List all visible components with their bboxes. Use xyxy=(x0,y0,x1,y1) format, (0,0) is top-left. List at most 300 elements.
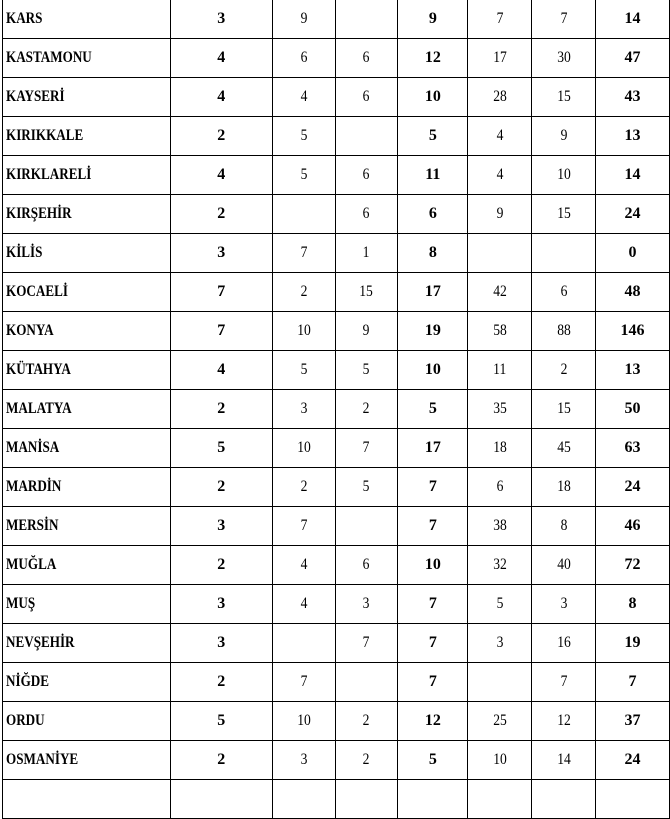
cell-text: 3 xyxy=(217,10,226,27)
province-name-cell xyxy=(3,351,171,390)
value-cell xyxy=(170,312,272,351)
cell-text: KÜTAHYA xyxy=(6,361,71,378)
cell-text: KAYSERİ xyxy=(6,88,65,105)
cell-text: 3 xyxy=(300,751,307,768)
value-cell xyxy=(468,429,532,468)
cell-text: 3 xyxy=(217,517,226,534)
province-name-cell xyxy=(3,390,171,429)
table-row xyxy=(3,585,670,624)
cell-text: 9 xyxy=(363,322,370,339)
value-cell xyxy=(170,156,272,195)
province-name-cell xyxy=(3,273,171,312)
total-cell xyxy=(596,78,670,117)
cell-text: KIRKLARELİ xyxy=(6,166,92,183)
cell-text: 14 xyxy=(624,166,641,183)
value-cell xyxy=(532,585,596,624)
cell-text: 2 xyxy=(217,673,226,690)
province-name-cell xyxy=(3,117,171,156)
cell-text: 17 xyxy=(492,49,507,66)
cell-text: 2 xyxy=(363,712,370,729)
total-cell xyxy=(596,546,670,585)
value-cell xyxy=(532,0,596,39)
province-name-cell xyxy=(3,741,171,780)
value-cell xyxy=(335,624,398,663)
subtotal-cell xyxy=(398,507,468,546)
province-name-cell xyxy=(3,468,171,507)
value-cell xyxy=(170,780,272,819)
cell-text: 3 xyxy=(363,595,370,612)
cell-text: 4 xyxy=(496,166,504,183)
value-cell xyxy=(532,546,596,585)
cell-text: 4 xyxy=(300,88,307,105)
value-cell xyxy=(468,351,532,390)
cell-text: 6 xyxy=(300,49,307,66)
cell-text: 2 xyxy=(217,556,226,573)
table-row xyxy=(3,390,670,429)
cell-text: 12 xyxy=(424,49,441,66)
value-cell xyxy=(170,195,272,234)
cell-text: 11 xyxy=(493,361,507,378)
value-cell xyxy=(272,546,335,585)
total-cell xyxy=(596,741,670,780)
value-cell xyxy=(170,390,272,429)
value-cell xyxy=(468,390,532,429)
cell-text: 7 xyxy=(300,517,307,534)
total-cell xyxy=(596,351,670,390)
cell-text: 3 xyxy=(560,595,568,612)
province-name-cell xyxy=(3,0,171,39)
cell-text: 5 xyxy=(428,751,437,768)
cell-text: 24 xyxy=(624,478,641,495)
cell-text: 8 xyxy=(428,244,437,261)
cell-text: 11 xyxy=(425,166,441,183)
cell-text: 4 xyxy=(300,595,307,612)
value-cell xyxy=(468,702,532,741)
value-cell xyxy=(335,195,398,234)
value-cell xyxy=(468,156,532,195)
value-cell xyxy=(468,273,532,312)
cell-text: 40 xyxy=(556,556,571,573)
cell-text: 7 xyxy=(300,244,307,261)
value-cell xyxy=(335,741,398,780)
cell-text: 2 xyxy=(363,751,370,768)
cell-text: KARS xyxy=(6,10,43,27)
subtotal-cell xyxy=(398,663,468,702)
cell-text: MERSİN xyxy=(6,517,59,534)
subtotal-cell xyxy=(398,429,468,468)
cell-text: 6 xyxy=(428,205,437,222)
value-cell xyxy=(272,468,335,507)
cell-text: 4 xyxy=(496,127,504,144)
cell-text: 2 xyxy=(300,283,307,300)
cell-text: 3 xyxy=(217,634,226,651)
value-cell xyxy=(532,195,596,234)
table-row xyxy=(3,0,670,39)
value-cell xyxy=(335,351,398,390)
value-cell xyxy=(272,312,335,351)
cell-text: 6 xyxy=(363,88,370,105)
value-cell xyxy=(335,234,398,273)
cell-text: KASTAMONU xyxy=(6,49,92,66)
value-cell xyxy=(170,0,272,39)
cell-text: 7 xyxy=(428,517,437,534)
value-cell xyxy=(468,468,532,507)
cell-text: 5 xyxy=(363,478,370,495)
cell-text: 9 xyxy=(300,10,307,27)
value-cell xyxy=(272,0,335,39)
subtotal-cell xyxy=(398,39,468,78)
subtotal-cell xyxy=(398,546,468,585)
total-cell xyxy=(596,156,670,195)
cell-text: 10 xyxy=(492,751,507,768)
value-cell xyxy=(468,546,532,585)
table-row xyxy=(3,507,670,546)
cell-text: 4 xyxy=(217,49,226,66)
cell-text: 2 xyxy=(217,751,226,768)
table-row xyxy=(3,156,670,195)
value-cell xyxy=(335,390,398,429)
table-row xyxy=(3,312,670,351)
value-cell xyxy=(170,117,272,156)
cell-text: 15 xyxy=(556,88,571,105)
value-cell xyxy=(532,507,596,546)
value-cell xyxy=(468,624,532,663)
cell-text: 16 xyxy=(556,634,571,651)
value-cell xyxy=(468,741,532,780)
province-name-cell xyxy=(3,156,171,195)
cell-text: 14 xyxy=(624,10,641,27)
value-cell xyxy=(170,507,272,546)
subtotal-cell xyxy=(398,780,468,819)
subtotal-cell xyxy=(398,624,468,663)
value-cell xyxy=(532,624,596,663)
value-cell xyxy=(170,624,272,663)
value-cell xyxy=(272,780,335,819)
value-cell xyxy=(170,78,272,117)
value-cell xyxy=(335,273,398,312)
total-cell xyxy=(596,234,670,273)
value-cell xyxy=(272,663,335,702)
cell-text: 19 xyxy=(424,322,441,339)
cell-text: 19 xyxy=(624,634,641,651)
cell-text: 13 xyxy=(624,127,641,144)
cell-text: 42 xyxy=(492,283,507,300)
value-cell xyxy=(532,390,596,429)
value-cell xyxy=(272,156,335,195)
cell-text: 10 xyxy=(296,322,311,339)
cell-text: 5 xyxy=(496,595,504,612)
cell-text: 14 xyxy=(556,751,571,768)
cell-text: 1 xyxy=(363,244,370,261)
value-cell xyxy=(335,78,398,117)
value-cell xyxy=(272,741,335,780)
table-row xyxy=(3,468,670,507)
subtotal-cell xyxy=(398,741,468,780)
value-cell xyxy=(272,624,335,663)
cell-text: 3 xyxy=(217,595,226,612)
cell-text: 7 xyxy=(363,634,370,651)
value-cell xyxy=(532,156,596,195)
value-cell xyxy=(468,507,532,546)
cell-text: 2 xyxy=(300,478,307,495)
cell-text: 7 xyxy=(496,10,504,27)
table-row xyxy=(3,39,670,78)
value-cell xyxy=(272,429,335,468)
value-cell xyxy=(272,273,335,312)
value-cell xyxy=(170,546,272,585)
cell-text: 7 xyxy=(217,322,226,339)
cell-text: 7 xyxy=(560,673,568,690)
province-name-cell xyxy=(3,195,171,234)
cell-text: 9 xyxy=(496,205,504,222)
value-cell xyxy=(468,312,532,351)
cell-text: 10 xyxy=(296,439,311,456)
table-row xyxy=(3,546,670,585)
value-cell xyxy=(170,39,272,78)
cell-text: 2 xyxy=(363,400,370,417)
value-cell xyxy=(335,507,398,546)
cell-text: ORDU xyxy=(6,712,45,729)
value-cell xyxy=(170,234,272,273)
cell-text: 50 xyxy=(624,400,641,417)
cell-text: 37 xyxy=(624,712,641,729)
value-cell xyxy=(170,351,272,390)
subtotal-cell xyxy=(398,390,468,429)
cell-text: 6 xyxy=(496,478,504,495)
cell-text: 72 xyxy=(624,556,641,573)
value-cell xyxy=(272,351,335,390)
subtotal-cell xyxy=(398,702,468,741)
value-cell xyxy=(532,234,596,273)
value-cell xyxy=(335,429,398,468)
value-cell xyxy=(532,780,596,819)
total-cell xyxy=(596,390,670,429)
value-cell xyxy=(272,234,335,273)
cell-text: 7 xyxy=(363,439,370,456)
value-cell xyxy=(272,390,335,429)
cell-text: 10 xyxy=(424,88,441,105)
cell-text: 15 xyxy=(359,283,374,300)
value-cell xyxy=(335,39,398,78)
cell-text: 4 xyxy=(217,361,226,378)
value-cell xyxy=(532,273,596,312)
cell-text: 4 xyxy=(300,556,307,573)
cell-text: 24 xyxy=(624,205,641,222)
cell-text: MANİSA xyxy=(6,439,60,456)
cell-text: 10 xyxy=(424,361,441,378)
cell-text: KONYA xyxy=(6,322,54,339)
value-cell xyxy=(468,117,532,156)
cell-text: 7 xyxy=(628,673,637,690)
province-name-cell xyxy=(3,312,171,351)
cell-text: 4 xyxy=(217,88,226,105)
cell-text: 9 xyxy=(560,127,568,144)
value-cell xyxy=(335,702,398,741)
value-cell xyxy=(335,780,398,819)
cell-text: 6 xyxy=(363,49,370,66)
cell-text: 18 xyxy=(556,478,571,495)
cell-text: 2 xyxy=(217,127,226,144)
cell-text: KİLİS xyxy=(6,244,43,261)
cell-text: 28 xyxy=(492,88,507,105)
province-table xyxy=(2,0,670,819)
value-cell xyxy=(272,507,335,546)
cell-text: 15 xyxy=(556,400,571,417)
subtotal-cell xyxy=(398,585,468,624)
cell-text: 7 xyxy=(428,595,437,612)
table-row xyxy=(3,195,670,234)
value-cell xyxy=(335,117,398,156)
value-cell xyxy=(468,78,532,117)
cell-text: 32 xyxy=(492,556,507,573)
cell-text: MUŞ xyxy=(6,595,36,612)
table-row xyxy=(3,741,670,780)
province-name-cell xyxy=(3,507,171,546)
cell-text: 7 xyxy=(428,673,437,690)
cell-text: 2 xyxy=(217,400,226,417)
value-cell xyxy=(170,663,272,702)
table-row xyxy=(3,117,670,156)
total-cell xyxy=(596,0,670,39)
total-cell xyxy=(596,195,670,234)
cell-text: 24 xyxy=(624,751,641,768)
cell-text: 2 xyxy=(217,478,226,495)
value-cell xyxy=(532,351,596,390)
subtotal-cell xyxy=(398,468,468,507)
value-cell xyxy=(272,39,335,78)
province-name-cell xyxy=(3,663,171,702)
cell-text: KIRIKKALE xyxy=(6,127,84,144)
subtotal-cell xyxy=(398,195,468,234)
cell-text: 5 xyxy=(300,361,307,378)
value-cell xyxy=(532,741,596,780)
table-row xyxy=(3,234,670,273)
province-name-cell xyxy=(3,234,171,273)
cell-text: 43 xyxy=(624,88,641,105)
cell-text: 46 xyxy=(624,517,641,534)
total-cell xyxy=(596,468,670,507)
subtotal-cell xyxy=(398,351,468,390)
value-cell xyxy=(335,0,398,39)
value-cell xyxy=(272,585,335,624)
value-cell xyxy=(335,546,398,585)
cell-text: 5 xyxy=(300,127,307,144)
cell-text: NİĞDE xyxy=(6,673,50,690)
cell-text: 7 xyxy=(217,283,226,300)
cell-text: 17 xyxy=(424,439,441,456)
cell-text: 6 xyxy=(363,166,370,183)
value-cell xyxy=(170,702,272,741)
subtotal-cell xyxy=(398,0,468,39)
total-cell xyxy=(596,663,670,702)
cell-text: 5 xyxy=(363,361,370,378)
table-row xyxy=(3,702,670,741)
cell-text: 8 xyxy=(628,595,637,612)
subtotal-cell xyxy=(398,234,468,273)
cell-text: KOCAELİ xyxy=(6,283,68,300)
cell-text: 6 xyxy=(363,205,370,222)
value-cell xyxy=(335,585,398,624)
cell-text: 12 xyxy=(556,712,571,729)
value-cell xyxy=(468,39,532,78)
cell-text: 2 xyxy=(217,205,226,222)
cell-text: 7 xyxy=(428,478,437,495)
cell-text: MALATYA xyxy=(6,400,72,417)
cell-text: 7 xyxy=(560,10,568,27)
total-cell xyxy=(596,117,670,156)
cell-text: 18 xyxy=(492,439,507,456)
table-row xyxy=(3,429,670,468)
cell-text: MARDİN xyxy=(6,478,62,495)
cell-text: OSMANİYE xyxy=(6,751,79,768)
cell-text: 10 xyxy=(296,712,311,729)
value-cell xyxy=(335,156,398,195)
cell-text: 9 xyxy=(428,10,437,27)
province-name-cell xyxy=(3,702,171,741)
province-name-cell xyxy=(3,624,171,663)
subtotal-cell xyxy=(398,78,468,117)
province-name-cell xyxy=(3,546,171,585)
total-cell xyxy=(596,429,670,468)
total-cell xyxy=(596,780,670,819)
cell-text: 15 xyxy=(556,205,571,222)
cell-text: 47 xyxy=(624,49,641,66)
value-cell xyxy=(532,312,596,351)
value-cell xyxy=(170,741,272,780)
cell-text: 146 xyxy=(620,322,645,339)
cell-text: 2 xyxy=(560,361,568,378)
cell-text: 5 xyxy=(217,712,226,729)
value-cell xyxy=(532,468,596,507)
cell-text: 5 xyxy=(428,400,437,417)
cell-text: 17 xyxy=(424,283,441,300)
cell-text: 13 xyxy=(624,361,641,378)
cell-text: 3 xyxy=(217,244,226,261)
cell-text: 10 xyxy=(556,166,571,183)
table-row xyxy=(3,624,670,663)
cell-text: NEVŞEHİR xyxy=(6,634,75,651)
value-cell xyxy=(532,78,596,117)
total-cell xyxy=(596,624,670,663)
total-cell xyxy=(596,312,670,351)
subtotal-cell xyxy=(398,117,468,156)
value-cell xyxy=(170,273,272,312)
value-cell xyxy=(468,780,532,819)
table-row xyxy=(3,273,670,312)
cell-text: 3 xyxy=(300,400,307,417)
value-cell xyxy=(335,468,398,507)
total-cell xyxy=(596,39,670,78)
value-cell xyxy=(272,117,335,156)
value-cell xyxy=(532,429,596,468)
total-cell xyxy=(596,585,670,624)
value-cell xyxy=(468,585,532,624)
value-cell xyxy=(532,117,596,156)
value-cell xyxy=(170,585,272,624)
value-cell xyxy=(272,702,335,741)
cell-text: 35 xyxy=(492,400,507,417)
table-row xyxy=(3,351,670,390)
cell-text: 5 xyxy=(217,439,226,456)
cell-text: 58 xyxy=(492,322,507,339)
cell-text: 45 xyxy=(556,439,571,456)
value-cell xyxy=(335,312,398,351)
subtotal-cell xyxy=(398,156,468,195)
cell-text: 0 xyxy=(628,244,637,261)
cell-text: 7 xyxy=(428,634,437,651)
province-name-cell xyxy=(3,780,171,819)
cell-text: MUĞLA xyxy=(6,556,57,573)
